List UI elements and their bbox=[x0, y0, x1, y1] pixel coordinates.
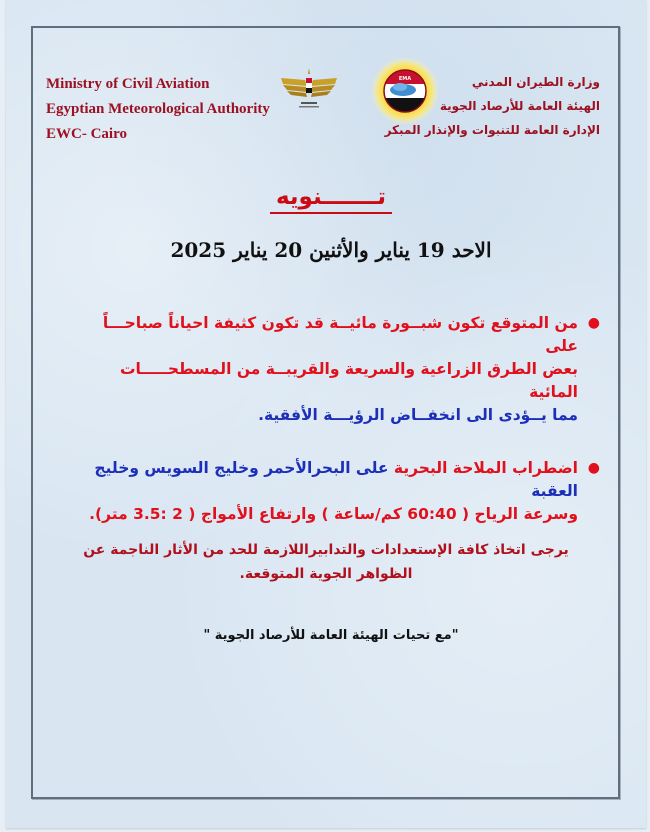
ministry-name-en: Ministry of Civil Aviation bbox=[46, 76, 210, 92]
warning-bullets bbox=[68, 312, 604, 556]
marine-warning-location: على البحرالأحمر وخليج السويس وخليج العقبة bbox=[94, 459, 578, 500]
center-name-en: EWC- Cairo bbox=[46, 126, 127, 142]
authority-name-en: Egyptian Meteorological Authority bbox=[46, 101, 270, 117]
document-page bbox=[6, 0, 646, 828]
notice-title-text: تـــــــنويه bbox=[270, 184, 392, 214]
fog-warning-line-3: مما يــؤدى الى انخفــاض الرؤيـــة الأفقية. bbox=[258, 406, 578, 424]
marine-warning-item bbox=[68, 457, 604, 526]
ministry-name-ar: وزارة الطيران المدني bbox=[471, 75, 600, 89]
precaution-notice-line-2: الظواهر الجوية المتوقعة. bbox=[239, 566, 413, 582]
marine-warning-line-2: وسرعة الرياح ( 60:40 كم/ساعة ) وارتفاع الأمواج ( 2 :3.5 متر). bbox=[89, 505, 578, 523]
precaution-notice-line-1: يرجى اتخاذ كافة الإستعدادات والتدابيراللازمة للحد من الأثار الناجمة عن bbox=[83, 542, 569, 558]
civil-aviation-wings-logo-icon bbox=[279, 64, 339, 116]
fog-warning-item bbox=[68, 312, 604, 427]
fog-warning-line-1: من المتوقع تكون شبــورة مائيــة قد تكون كثيفة احياناً صباحـــاً على bbox=[102, 314, 578, 355]
marine-warning-subject: اضطراب الملاحة البحرية bbox=[393, 459, 578, 477]
fog-warning-line-2: بعض الطرق الزراعية والسريعة والقريبــة من المسطحـــــات المائية bbox=[119, 360, 578, 401]
authority-name-ar: الهيئة العامة للأرصاد الجوية bbox=[439, 99, 600, 113]
svg-text:EMA: EMA bbox=[398, 76, 412, 82]
bullet-dot-icon: ● bbox=[587, 460, 600, 476]
closing-greeting: "مع تحيات الهيئة العامة للأرصاد الجوية " bbox=[203, 628, 459, 643]
english-header bbox=[46, 72, 270, 147]
bullet-dot-icon: ● bbox=[587, 315, 600, 331]
notice-title bbox=[6, 184, 650, 210]
marine-warning-line-1 bbox=[68, 457, 578, 503]
arabic-header bbox=[385, 70, 600, 142]
precaution-notice bbox=[66, 538, 586, 586]
department-name-ar: الإدارة العامة للتنبوات والإنذار المبكر bbox=[384, 123, 600, 137]
forecast-date: الاحد 19 يناير والأثنين 20 يناير 2025 bbox=[170, 238, 492, 262]
